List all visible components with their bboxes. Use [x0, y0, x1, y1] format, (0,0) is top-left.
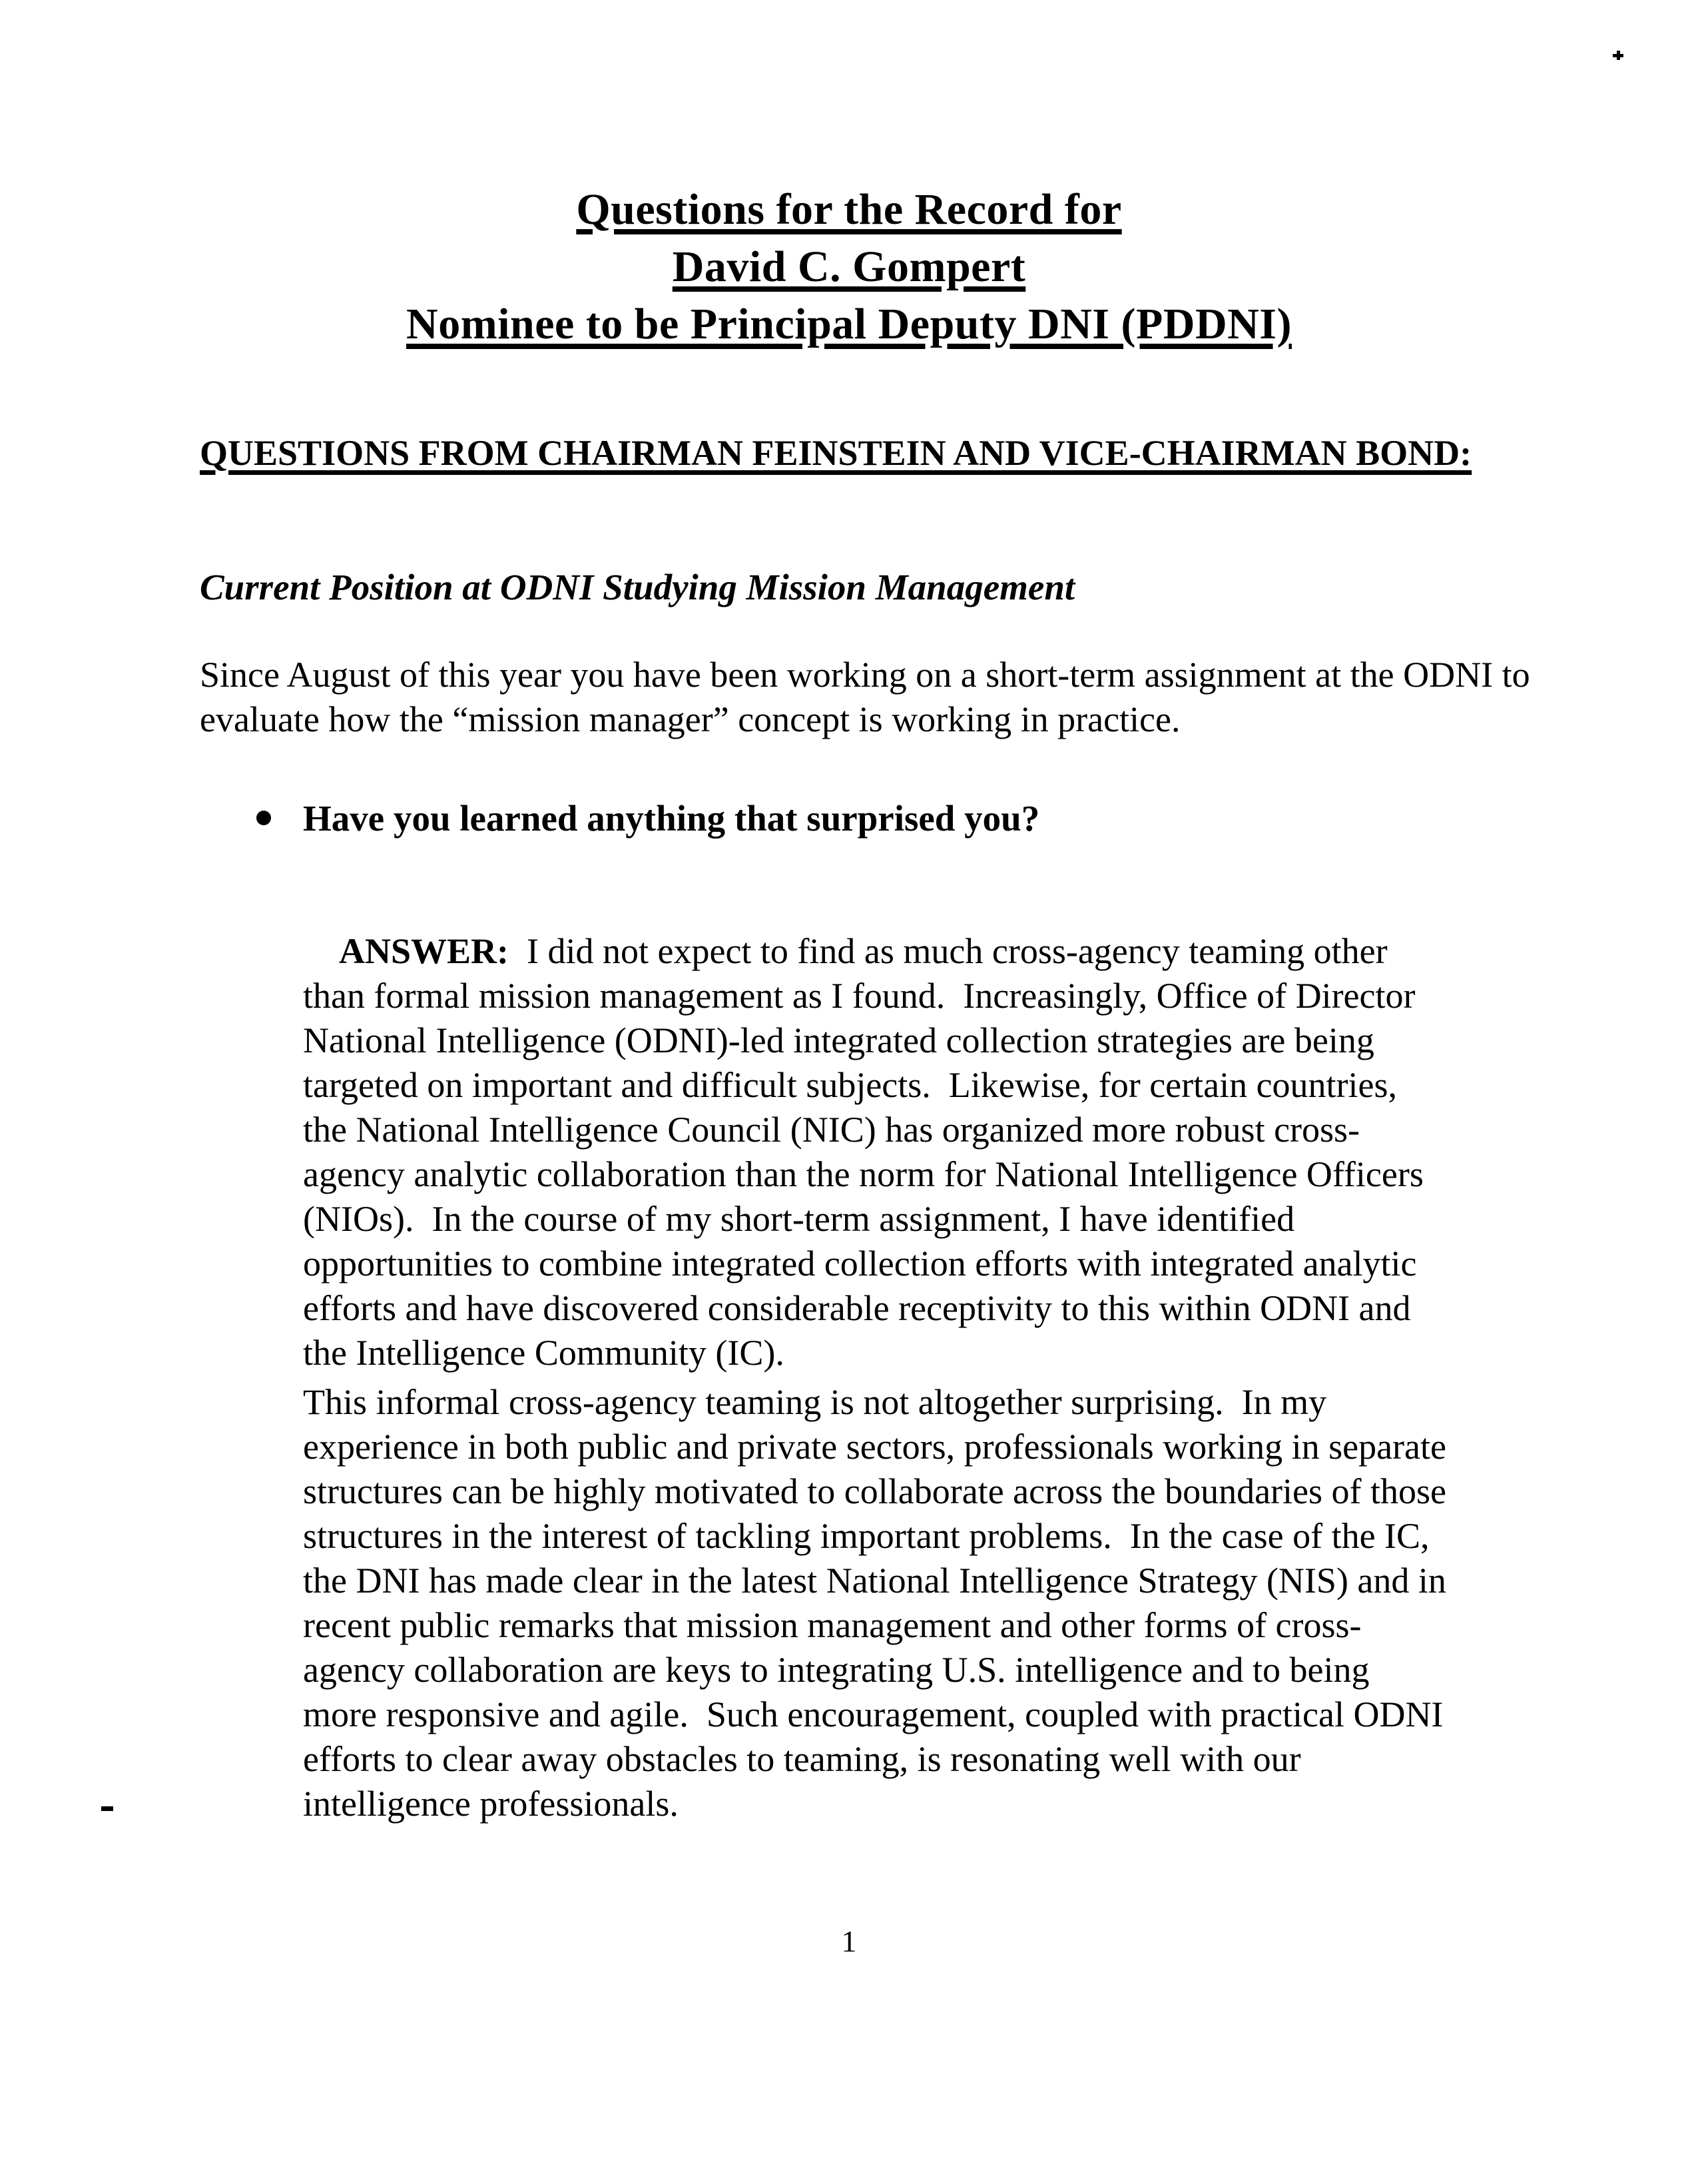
- scan-artifact-plus: [1613, 51, 1623, 60]
- answer-paragraph-1: [303, 885, 1448, 1420]
- title-line-1: [0, 181, 1698, 238]
- answer-label: ANSWER:: [339, 931, 509, 971]
- title-line-1-text: Questions for the Record for: [576, 185, 1122, 234]
- topic-heading: Current Position at ODNI Studying Mission Management: [200, 567, 1075, 607]
- title-line-3: [0, 296, 1698, 353]
- title-line-2: [0, 238, 1698, 296]
- intro-paragraph: Since August of this year you have been working on a short-term assignment at the ODNI to evaluate how the “mission manager” concept is working in practice.: [200, 655, 1540, 739]
- page-number: 1: [841, 1924, 857, 1958]
- title-line-3-text: Nominee to be Principal Deputy DNI (PDDNI): [406, 300, 1292, 348]
- bullet-question-text: Have you learned anything that surprised you?: [303, 798, 1040, 839]
- answer-paragraph-2: This informal cross-agency teaming is not altogether surprising. In my experience in both public and private sectors, professionals working in separate structures can be highly motivated to collaborate across the boundaries of those structures in the interest of tackling important problems. In the case of the IC, the DNI has made clear in the latest National Intelligence Strategy (NIS) and in recent public remarks that mission management and other forms of cross-agency collaboration are keys to integrating U.S. intelligence and to being more responsive and agile. Such encouragement, coupled with practical ODNI efforts to clear away obstacles to teaming, is resonating well with our intelligence professionals.: [303, 1382, 1456, 1824]
- scan-artifact-dash: [101, 1806, 113, 1811]
- title-line-2-text: David C. Gompert: [672, 242, 1026, 291]
- title-block: [0, 181, 1698, 353]
- answer-paragraph-1-text: I did not expect to find as much cross-agency teaming other than formal mission management as I found. Increasingly, Office of Director National Intelligence (ODNI)-led integrated collection strategies are being targeted on important and difficult subjects. Likewise, for certain countries, the National Intelligence Council (NIC) has organized more robust cross-agency analytic collaboration than the norm for National Intelligence Officers (NIOs). In the course of my short-term assignment, I have identified opportunities to combine integrated collection efforts with integrated analytic efforts and have discovered considerable receptivity to this within ODNI and the Intelligence Community (IC).: [303, 931, 1433, 1373]
- bullet-marker: [256, 811, 271, 825]
- bullet-question-item: [256, 796, 1522, 841]
- section-heading: QUESTIONS FROM CHAIRMAN FEINSTEIN AND VICE-CHAIRMAN BOND:: [200, 433, 1472, 473]
